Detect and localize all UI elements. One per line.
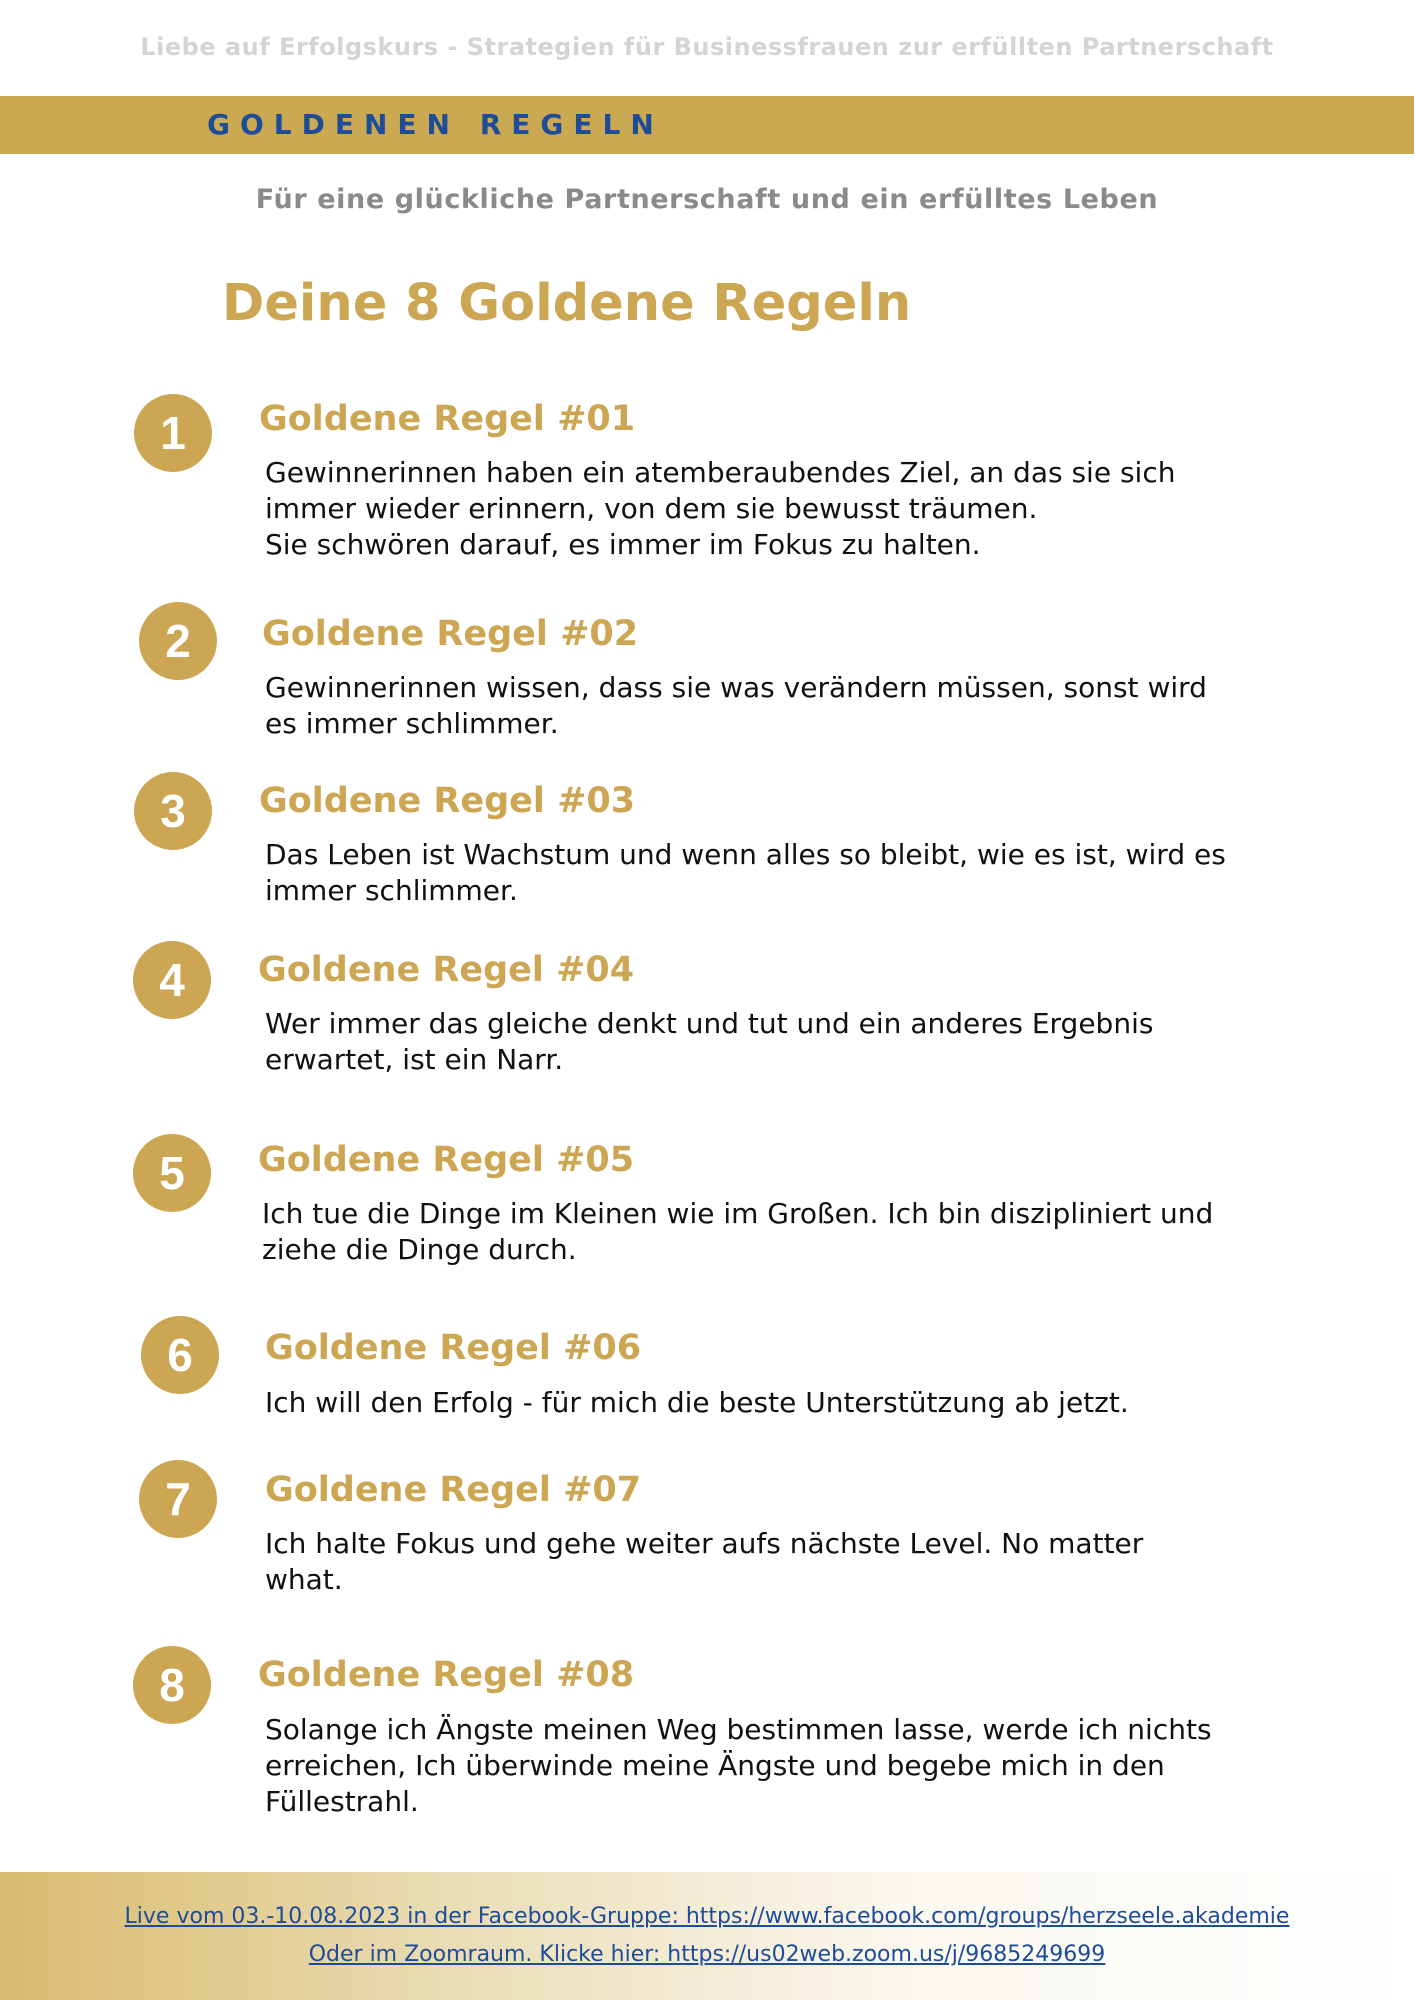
rule-text: Wer immer das gleiche denkt und tut und ein anderes Ergebnis erwartet, ist ein Narr.: [265, 1007, 1154, 1076]
rule-number-badge: 5: [133, 1134, 211, 1212]
rule-text: Ich tue die Dinge im Kleinen wie im Großen. Ich bin diszipliniert und ziehe die Dinge durch.: [262, 1197, 1214, 1266]
rule-title: Goldene Regel #01: [259, 399, 636, 439]
rule-number-badge: 7: [139, 1460, 217, 1538]
rule-text: Solange ich Ängste meinen Weg bestimmen lasse, werde ich nichts erreichen, Ich überwinde meine Ängste und begebe mich in den Füllestrahl.: [265, 1713, 1212, 1818]
rule-title: Goldene Regel #05: [258, 1140, 635, 1180]
rule-number-badge: 6: [141, 1316, 219, 1394]
banner-label: GOLDENEN REGELN: [207, 108, 664, 141]
rule-title: Goldene Regel #08: [258, 1655, 635, 1695]
rule-text: Gewinnerinnen haben ein atemberaubendes Ziel, an das sie sich immer wieder erinnern, von dem sie bewusst träumen. Sie schwören darauf, es immer im Fokus zu halten.: [265, 456, 1176, 561]
rule-title: Goldene Regel #03: [259, 781, 636, 821]
rule-number-badge: 8: [133, 1646, 211, 1724]
document-top-title: Liebe auf Erfolgskurs - Strategien für Businessfrauen zur erfüllten Partnerschaft: [140, 33, 1274, 61]
page-heading: Deine 8 Goldene Regeln: [222, 274, 912, 333]
rule-number-badge: 3: [134, 772, 212, 850]
footer-bar: [0, 1872, 1414, 2000]
rule-title: Goldene Regel #07: [265, 1470, 642, 1510]
rule-text: Das Leben ist Wachstum und wenn alles so bleibt, wie es ist, wird es immer schlimmer.: [265, 838, 1226, 907]
rule-text: Gewinnerinnen wissen, dass sie was verändern müssen, sonst wird es immer schlimmer.: [265, 671, 1207, 740]
rule-number-badge: 4: [133, 941, 211, 1019]
rule-text: Ich halte Fokus und gehe weiter aufs nächste Level. No matter what.: [265, 1527, 1144, 1596]
section-banner: [0, 96, 1414, 154]
zoom-room-link[interactable]: Oder im Zoomraum. Klicke hier: https://us02web.zoom.us/j/9685249699: [308, 1942, 1106, 1967]
rule-title: Goldene Regel #06: [265, 1328, 642, 1368]
rule-number-badge: 1: [134, 394, 212, 472]
facebook-group-link[interactable]: Live vom 03.-10.08.2023 in der Facebook-Gruppe: https://www.facebook.com/groups/herzseele.akademie: [124, 1904, 1290, 1929]
rule-title: Goldene Regel #04: [258, 950, 635, 990]
rule-text: Ich will den Erfolg - für mich die beste Unterstützung ab jetzt.: [265, 1386, 1129, 1419]
rule-number-badge: 2: [139, 602, 217, 680]
page-subtitle: Für eine glückliche Partnerschaft und ein erfülltes Leben: [255, 184, 1159, 215]
rule-title: Goldene Regel #02: [262, 614, 639, 654]
